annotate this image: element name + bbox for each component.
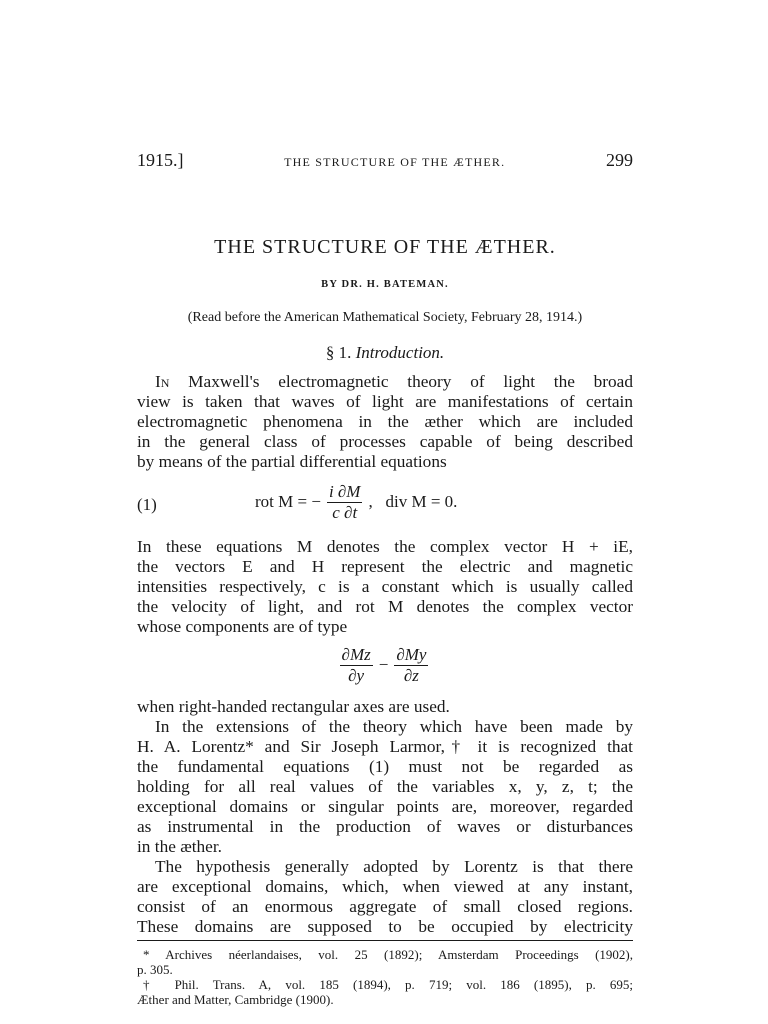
paragraph-introduction <box>137 372 633 472</box>
text-line: intensities respectively, c is a constant which is usually called <box>137 577 633 596</box>
text-line: exceptional domains or singular points are, moreover, regarded <box>137 797 633 816</box>
footnote-line: p. 305. <box>137 962 173 977</box>
footnote-line: Æther and Matter, Cambridge (1900). <box>137 992 334 1007</box>
equation-lhs: rot M = − <box>255 492 321 511</box>
text-line: by means of the partial differential equations <box>137 452 447 471</box>
section-heading <box>137 343 633 363</box>
text-line: H. A. Lorentz* and Sir Joseph Larmor,† it is recognized that <box>137 737 633 756</box>
fraction-numerator: i ∂M <box>328 481 361 501</box>
text-line: The hypothesis generally adopted by Lorentz is that there <box>155 857 633 876</box>
equation-body <box>334 640 435 690</box>
fraction <box>327 482 363 523</box>
text-line: In Maxwell's electromagnetic theory of light the broad <box>155 372 633 391</box>
equation-number: (1) <box>137 495 157 514</box>
footnotes <box>137 947 633 1007</box>
equation-curl-component <box>0 640 768 690</box>
fraction-numerator: ∂My <box>396 644 427 664</box>
text-line: in the æther. <box>137 837 222 856</box>
text-line: when right-handed rectangular axes are used. <box>137 697 450 716</box>
text-line: consist of an enormous aggregate of small closed regions. <box>137 897 633 916</box>
article-title: THE STRUCTURE OF THE ÆTHER. <box>214 236 556 258</box>
section-title: Introduction. <box>355 343 445 362</box>
text-line: as instrumental in the production of waves or disturbances <box>137 817 633 836</box>
page-number: 299 <box>606 150 633 170</box>
text-line: the velocity of light, and rot M denotes the complex vector <box>137 597 633 616</box>
text-line: view is taken that waves of light are manifestations of certain <box>137 392 633 411</box>
equation-body <box>255 478 457 526</box>
running-head-year: 1915.] <box>137 150 184 170</box>
text-line: electromagnetic phenomena in the æther which are included <box>137 412 633 431</box>
fraction-denominator: c ∂t <box>332 502 358 522</box>
lead-word: In <box>155 372 170 391</box>
text-line: the fundamental equations (1) must not be regarded as <box>137 757 633 776</box>
paragraph-equations <box>137 537 633 637</box>
running-head <box>137 150 633 171</box>
footnote-line: † Phil. Trans. A, vol. 185 (1894), p. 719; vol. 186 (1895), p. 695; <box>143 977 633 992</box>
text-line: in the general class of processes capable of being described <box>137 432 633 451</box>
text-line: whose components are of type <box>137 617 348 636</box>
equation-1 <box>137 478 633 526</box>
byline: BY DR. H. BATEMAN. <box>321 279 449 290</box>
footnote-line: * Archives néerlandaises, vol. 25 (1892); Amsterdam Proceedings (1902), <box>143 947 633 962</box>
read-note: (Read before the American Mathematical Society, February 28, 1914.) <box>187 310 583 325</box>
text-line: In these equations M denotes the complex vector H + iE, <box>137 537 633 556</box>
text-line: the vectors E and H represent the electric and magnetic <box>137 557 633 576</box>
fraction-numerator: ∂Mz <box>341 644 371 664</box>
text-line: are exceptional domains, which, when viewed at any instant, <box>137 877 633 896</box>
fraction-denominator: ∂y <box>348 665 365 685</box>
section-mark: § 1. <box>325 343 352 362</box>
running-head-title: THE STRUCTURE OF THE ÆTHER. <box>284 155 506 169</box>
fraction <box>394 645 428 686</box>
equation-rest: , div M = 0. <box>368 492 458 511</box>
paragraph-extensions <box>137 697 633 937</box>
text-line: These domains are supposed to be occupied by electricity <box>137 917 633 936</box>
fraction-denominator: ∂z <box>403 665 419 685</box>
text-line: holding for all real values of the variables x, y, z, t; the <box>137 777 633 796</box>
minus-sign: − <box>378 655 389 674</box>
footnote-rule <box>137 940 633 941</box>
fraction <box>340 645 373 686</box>
text-line: In the extensions of the theory which have been made by <box>155 717 633 736</box>
